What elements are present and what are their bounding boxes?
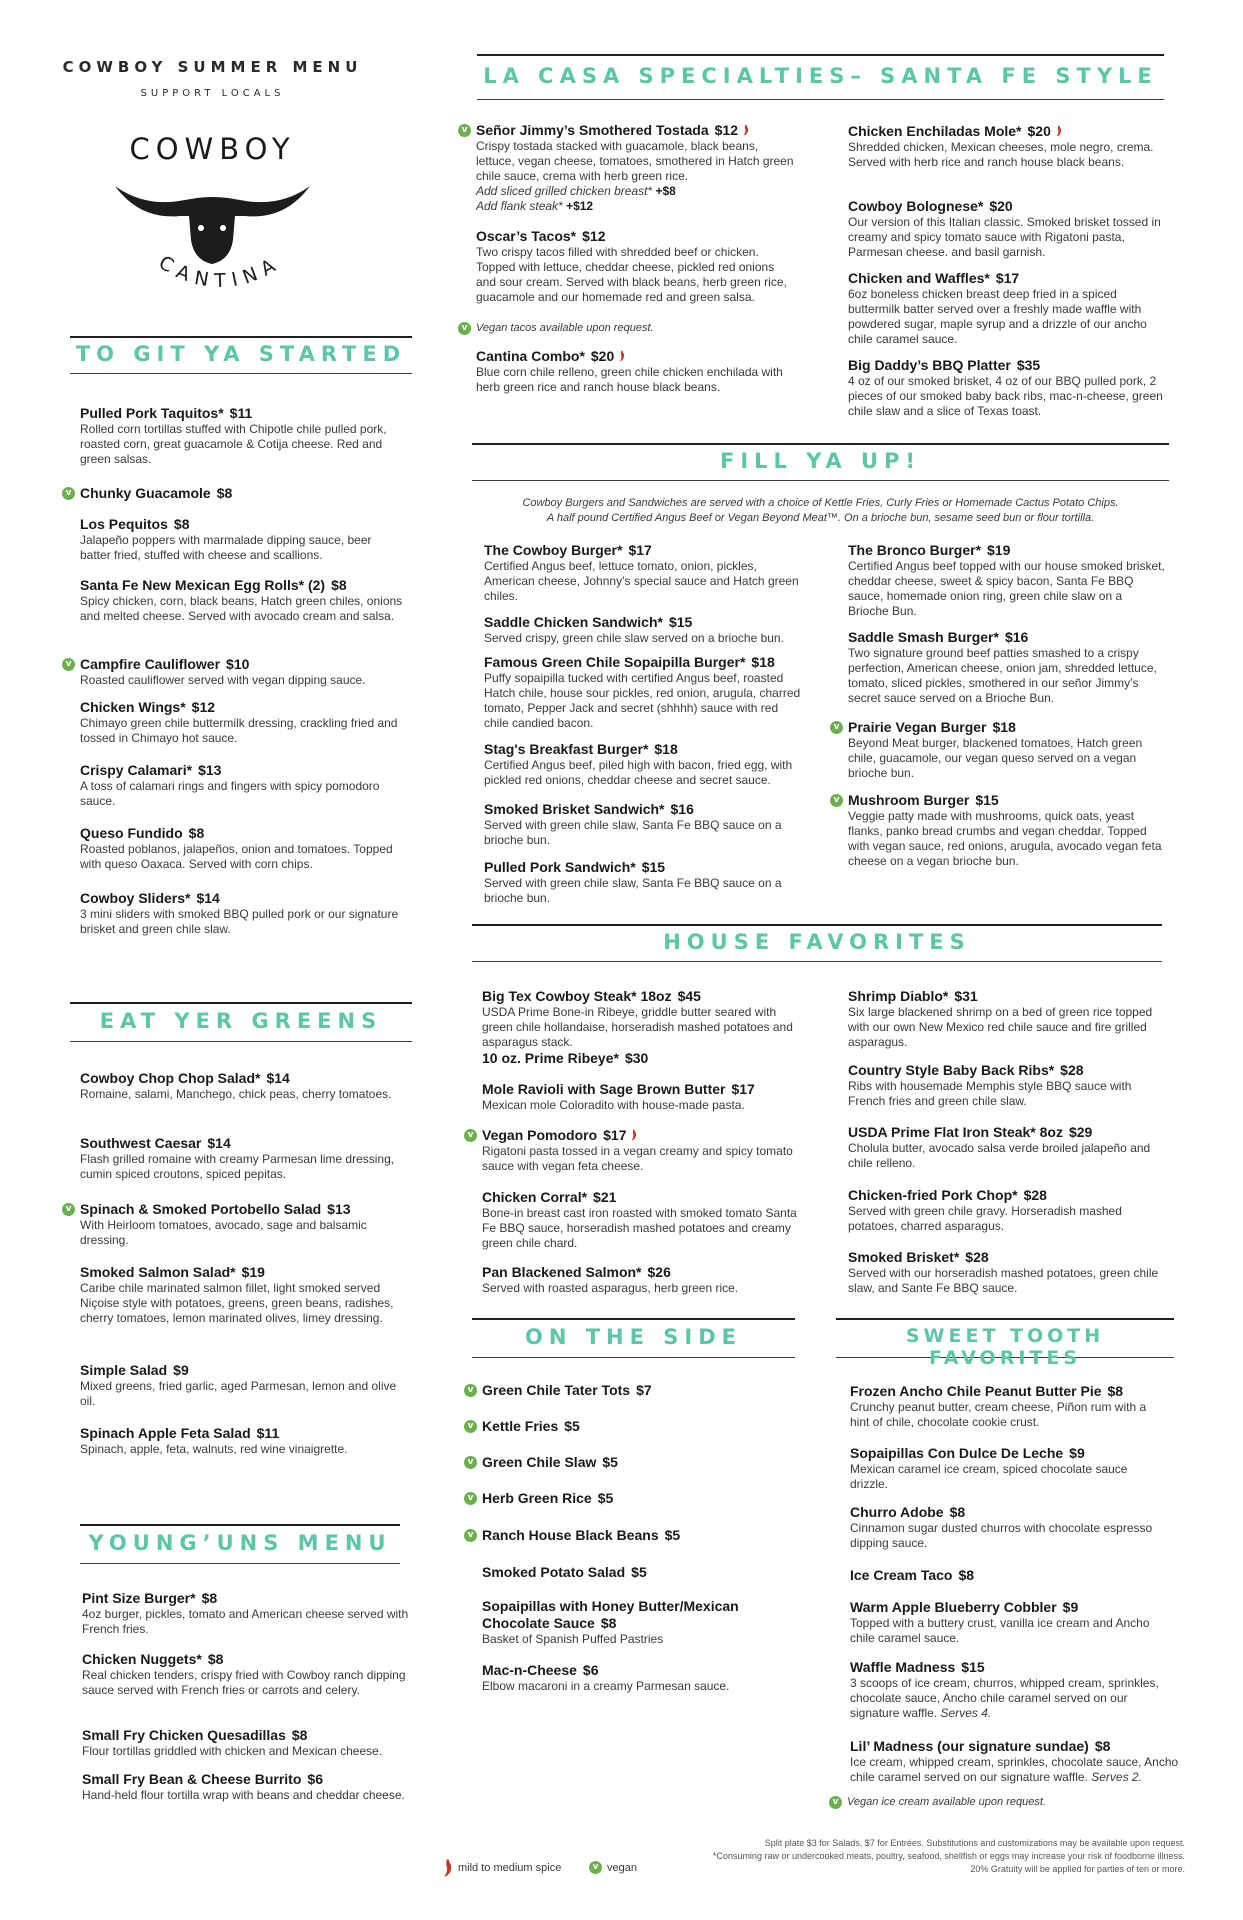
menu-item — [80, 516, 405, 563]
menu-item-desc: Hand-held flour tortilla wrap with beans and cheddar cheese. — [82, 1788, 405, 1802]
section-title: TO GIT YA STARTED — [75, 342, 407, 366]
menu-item-name: Smoked Salmon Salad* $19 — [80, 1264, 265, 1280]
menu-item-desc: Cinnamon sugar dusted churros with chocolate espresso dipping sauce. — [850, 1521, 1153, 1550]
menu-item-desc: Ice cream, whipped cream, sprinkles, chocolate sauce, Ancho chile caramel served on our signature waffle. Serves 2. — [850, 1755, 1179, 1784]
menu-item-name: Simple Salad $9 — [80, 1362, 189, 1378]
menu-item-desc: Bone-in breast cast iron roasted with smoked tomato Santa Fe BBQ sauce, horseradish mashed potatoes and creamy green chile chard. — [482, 1206, 797, 1250]
section-side — [472, 1318, 795, 1358]
menu-item-name: Small Fry Chicken Quesadillas $8 — [82, 1727, 308, 1743]
menu-item-name: Sopaipillas Con Dulce De Leche $9 — [850, 1445, 1085, 1461]
vegan-icon: v — [62, 658, 75, 671]
menu-item-addon: Add flank steak* +$12 — [476, 199, 594, 213]
section-sweet — [836, 1318, 1174, 1369]
menu-item-desc: Beyond Meat burger, blackened tomatoes, Hatch green chile, guacamole, our vegan queso served on a vegan brioche bun. — [848, 736, 1143, 780]
menu-item-name: Ranch House Black Beans $5 — [482, 1527, 681, 1543]
menu-item-name: Chicken Corral* $21 — [482, 1189, 617, 1205]
menu-item — [80, 890, 405, 937]
menu-item — [484, 542, 802, 604]
menu-item-name: Mole Ravioli with Sage Brown Butter $17 — [482, 1081, 755, 1097]
vegan-icon: v — [458, 124, 471, 137]
menu-item — [848, 1187, 1166, 1234]
menu-item-name: Pan Blackened Salmon* $26 — [482, 1264, 671, 1280]
menu-item — [482, 988, 802, 1067]
menu-item — [850, 1504, 1160, 1551]
menu-item-name: Green Chile Tater Tots $7 — [482, 1382, 652, 1398]
menu-item-desc: Mexican caramel ice cream, spiced chocolate sauce drizzle. — [850, 1462, 1128, 1491]
fill-intro-line-2: A half pound Certified Angus Beef or Vegan Beyond Meat™. On a brioche bun, sesame seed bun or flour tortilla. — [546, 512, 1095, 524]
section-house — [472, 924, 1162, 962]
menu-item-name: Famous Green Chile Sopaipilla Burger* $18 — [484, 654, 775, 670]
menu-item-name: Green Chile Slaw $5 — [482, 1454, 618, 1470]
menu-item-desc: Our version of this Italian classic. Smoked brisket tossed in creamy and spicy tomato sauce with Rigatoni pasta, Parmesan cheese. and basil garnish. — [848, 215, 1161, 259]
menu-item-desc: Spicy chicken, corn, black beans, Hatch green chiles, onions and melted cheese. Served with avocado cream and salsa. — [80, 594, 403, 623]
menu-item-desc: Two signature ground beef patties smashed to a crispy perfection, American cheese, onion jam, shredded lettuce, tomato, sliced pickles, smothered in our señor Jimmy’s secret sauce served on a Brioche Bun. — [848, 646, 1157, 705]
tagline: SUPPORT LOCALS — [140, 88, 285, 99]
chile-icon — [1055, 125, 1063, 137]
menu-item — [80, 1264, 405, 1326]
menu-item-name: Big Daddy’s BBQ Platter $35 — [848, 357, 1041, 373]
menu-item — [482, 1127, 802, 1174]
menu-item-desc: Flour tortillas griddled with chicken and Mexican cheese. — [82, 1744, 383, 1758]
menu-item-desc: Crunchy peanut butter, cream cheese, Piñon rum with a hint of chile, chocolate cookie crust. — [850, 1400, 1147, 1429]
menu-item-name: Queso Fundido $8 — [80, 825, 205, 841]
menu-item-name: Oscar’s Tacos* $12 — [476, 228, 606, 244]
menu-item-desc: A toss of calamari rings and fingers with spicy pomodoro sauce. — [80, 779, 380, 808]
menu-item-name: The Bronco Burger* $19 — [848, 542, 1011, 558]
menu-item — [482, 1527, 782, 1544]
menu-item — [482, 1598, 772, 1647]
chile-icon — [630, 1129, 638, 1141]
menu-item — [850, 1659, 1160, 1721]
menu-item-desc: With Heirloom tomatoes, avocado, sage and balsamic dressing. — [80, 1218, 367, 1247]
menu-item-desc: Roasted poblanos, jalapeños, onion and tomatoes. Topped with queso Oaxaca. Served with corn chips. — [80, 842, 393, 871]
menu-item-name: Ice Cream Taco $8 — [850, 1567, 975, 1583]
menu-item-addon: Add sliced grilled chicken breast* +$8 — [476, 184, 676, 198]
menu-item-desc: Served with roasted asparagus, herb green rice. — [482, 1281, 739, 1295]
menu-item-desc: Jalapeño poppers with marmalade dipping sauce, beer batter fried, stuffed with cheese and scallions. — [80, 533, 372, 562]
section-greens — [70, 1002, 412, 1042]
menu-item-name: Country Style Baby Back Ribs* $28 — [848, 1062, 1084, 1078]
menu-item-desc: Served with green chile slaw, Santa Fe BBQ sauce on a brioche bun. — [484, 818, 782, 847]
menu-item — [848, 1249, 1166, 1296]
menu-item-desc: Served with our horseradish mashed potatoes, green chile slaw, and Sante Fe BBQ sauce. — [848, 1266, 1159, 1295]
menu-item-desc: Crispy tostada stacked with guacamole, black beans, lettuce, vegan cheese, tomatoes, smothered in Hatch green chile sauce, crema with herb green rice. — [476, 139, 794, 183]
menu-item-name: Prairie Vegan Burger $18 — [848, 719, 1016, 735]
menu-item — [80, 1425, 405, 1457]
menu-item-desc: USDA Prime Bone-in Ribeye, griddle butter seared with green chile hollandaise, horseradish mashed potatoes and asparagus stack. — [482, 1005, 793, 1049]
menu-item-name: Pint Size Burger* $8 — [82, 1590, 218, 1606]
menu-item — [850, 1599, 1160, 1646]
menu-item — [482, 1564, 782, 1581]
menu-item-name: Chunky Guacamole $8 — [80, 485, 233, 501]
menu-item-desc: Certified Angus beef, lettuce tomato, onion, pickles, American cheese, Johnny’s special sauce and Hatch green chiles. — [484, 559, 799, 603]
menu-item-desc: Mexican mole Coloradito with house-made pasta. — [482, 1098, 745, 1112]
menu-item-name: Pulled Pork Taquitos* $11 — [80, 405, 253, 421]
legend-spice: mild to medium spice — [458, 1862, 562, 1874]
section-title: SWEET TOOTH FAVORITES — [905, 1325, 1105, 1369]
fill-intro-line-1: Cowboy Burgers and Sandwiches are served with a choice of Kettle Fries, Curly Fries or Homemade Cactus Potato Chips. — [522, 497, 1119, 509]
menu-item — [848, 357, 1166, 419]
vegan-icon: v — [464, 1492, 477, 1505]
menu-item-name: Smoked Potato Salad $5 — [482, 1564, 647, 1580]
menu-item — [850, 1567, 1160, 1584]
menu-item-desc: Elbow macaroni in a creamy Parmesan sauce. — [482, 1679, 730, 1693]
footer-line-2: *Consuming raw or undercooked meats, poultry, seafood, shellfish or eggs may increase your risk of foodborne illness. — [712, 1851, 1185, 1861]
menu-item-name: USDA Prime Flat Iron Steak* 8oz $29 — [848, 1124, 1093, 1140]
footer-line-1: Split plate $3 for Salads, $7 for Entrées. Substitutions and customizations may be available upon request. — [764, 1838, 1185, 1848]
menu-item-name: Frozen Ancho Chile Peanut Butter Pie $8 — [850, 1383, 1124, 1399]
menu-item — [850, 1383, 1160, 1430]
vegan-icon: v — [458, 322, 471, 335]
footer-notes — [713, 1837, 1185, 1876]
menu-item — [484, 741, 802, 788]
menu-item-name: Big Tex Cowboy Steak* 18oz $45 — [482, 988, 701, 1004]
menu-item-desc: Spinach, apple, feta, walnuts, red wine vinaigrette. — [80, 1442, 348, 1456]
menu-item-name: Small Fry Bean & Cheese Burrito $6 — [82, 1771, 323, 1787]
menu-item-desc: Ribs with housemade Memphis style BBQ sauce with French fries and green chile slaw. — [848, 1079, 1132, 1108]
menu-item — [482, 1662, 782, 1694]
menu-item-desc: Roasted cauliflower served with vegan dipping sauce. — [80, 673, 366, 687]
section-fill — [472, 443, 1169, 481]
menu-item-desc: Shredded chicken, Mexican cheeses, mole negro, crema. Served with herb rice and ranch house black beans. — [848, 140, 1154, 169]
menu-item — [82, 1771, 410, 1803]
menu-item-name: Warm Apple Blueberry Cobbler $9 — [850, 1599, 1079, 1615]
menu-item-desc: Flash grilled romaine with creamy Parmesan lime dressing, cumin spiced croutons, spiced pepitas. — [80, 1152, 395, 1181]
menu-item-desc: Served crispy, green chile slaw served on a brioche bun. — [484, 631, 784, 645]
menu-item — [482, 1382, 782, 1399]
menu-item-sub: 10 oz. Prime Ribeye* $30 — [482, 1050, 649, 1066]
menu-item — [80, 577, 405, 624]
menu-item-name: Chicken-fried Pork Chop* $28 — [848, 1187, 1047, 1203]
section-lacasa — [477, 54, 1164, 100]
menu-item-desc: Certified Angus beef topped with our house smoked brisket, cheddar cheese, sweet & spicy bacon, Santa Fe BBQ sauce, homemade onion ring, green chile slaw on a Brioche Bun. — [848, 559, 1165, 618]
section-title: FILL YA UP! — [719, 449, 921, 473]
section-started — [70, 336, 412, 374]
chile-icon — [442, 1858, 454, 1878]
menu-item-name: Campfire Cauliflower $10 — [80, 656, 250, 672]
menu-item-name: Lil’ Madness (our signature sundae) $8 — [850, 1738, 1111, 1754]
menu-item-desc: Certified Angus beef, piled high with bacon, fried egg, with pickled red onions, cheddar cheese and secret sauce. — [484, 758, 793, 787]
section-title: ON THE SIDE — [524, 1325, 742, 1349]
svg-text:CANTINA: CANTINA — [154, 251, 286, 293]
menu-item-desc: Served with green chile slaw, Santa Fe BBQ sauce on a brioche bun. — [484, 876, 782, 905]
menu-item — [848, 123, 1166, 170]
menu-item-name: Shrimp Diablo* $31 — [848, 988, 978, 1004]
menu-item-desc: Served with green chile gravy. Horseradish mashed potatoes, charred asparagus. — [848, 1204, 1122, 1233]
menu-item-name: Vegan Pomodoro $17 — [482, 1127, 802, 1144]
menu-item-name: Cowboy Chop Chop Salad* $14 — [80, 1070, 290, 1086]
chile-icon — [742, 124, 750, 136]
menu-item — [484, 614, 802, 646]
menu-item — [850, 1738, 1205, 1785]
vegan-icon: v — [464, 1420, 477, 1433]
menu-item — [482, 1454, 782, 1471]
menu-item-name: Mac-n-Cheese $6 — [482, 1662, 599, 1678]
menu-item — [80, 699, 405, 746]
menu-item-name: Herb Green Rice $5 — [482, 1490, 614, 1506]
menu-item — [476, 348, 796, 395]
legend-vegan: vegan — [607, 1862, 637, 1874]
menu-item — [848, 1124, 1166, 1171]
fill-intro — [472, 496, 1169, 526]
menu-item-desc: Two crispy tacos filled with shredded beef or chicken. Topped with lettuce, cheddar cheese, pickled red onions and sour cream. Served with black beans, herb green rice, guacamole and our homemade red and green salsa. — [476, 245, 787, 304]
logo-top-text: COWBOY — [129, 132, 296, 166]
menu-item-name: Mushroom Burger $15 — [848, 792, 999, 808]
menu-item — [476, 122, 796, 214]
vegan-icon: v — [464, 1456, 477, 1469]
menu-item — [484, 801, 802, 848]
vegan-icon: v — [589, 1861, 602, 1874]
menu-item-name: Cowboy Bolognese* $20 — [848, 198, 1013, 214]
menu-item-desc: 4 oz of our smoked brisket, 4 oz of our BBQ pulled pork, 2 pieces of our smoked baby back ribs, mac-n-cheese, green chile slaw and a slice of Texas toast. — [848, 374, 1163, 418]
section-younguns — [80, 1524, 400, 1564]
vegan-icon: v — [464, 1129, 477, 1142]
vegan-icon: v — [829, 1796, 842, 1809]
menu-item — [482, 1490, 782, 1507]
menu-item — [80, 1362, 405, 1409]
menu-item-desc: Puffy sopaipilla tucked with certified Angus beef, roasted Hatch chile, house sour pickles, red onion, arugula, charred tomato, Pepper Jack and secret (shhhh) sauce with red chile candied bacon. — [484, 671, 801, 730]
menu-item — [848, 1062, 1166, 1109]
menu-item — [80, 656, 405, 688]
menu-item — [82, 1651, 410, 1698]
menu-item — [848, 719, 1166, 781]
menu-item-name: Cowboy Sliders* $14 — [80, 890, 220, 906]
menu-item-desc: Six large blackened shrimp on a bed of green rice topped with our own New Mexico red chile sauce and fire grilled asparagus. — [848, 1005, 1153, 1049]
menu-item — [484, 859, 802, 906]
menu-item-desc: 6oz boneless chicken breast deep fried in a spiced buttermilk batter served over a freshly made waffle with powdered sugar, maple syrup and a drizzle of our ancho chile caramel sauce. — [848, 287, 1147, 346]
menu-item — [848, 988, 1166, 1050]
menu-item-desc: Topped with a buttery crust, vanilla ice cream and Ancho chile caramel sauce. — [850, 1616, 1150, 1645]
vegan-icon: v — [464, 1384, 477, 1397]
menu-item-name: Stag's Breakfast Burger* $18 — [484, 741, 678, 757]
menu-item-name: Waffle Madness $15 — [850, 1659, 985, 1675]
menu-item — [848, 629, 1166, 706]
menu-item-name: Crispy Calamari* $13 — [80, 762, 222, 778]
menu-item-name: Smoked Brisket* $28 — [848, 1249, 989, 1265]
menu-item — [850, 1445, 1160, 1492]
menu-item-name: Saddle Smash Burger* $16 — [848, 629, 1029, 645]
footer-line-3: 20% Gratuity will be applied for parties of ten or more. — [970, 1864, 1185, 1874]
section-title: EAT YER GREENS — [99, 1009, 383, 1033]
menu-item-desc: Chimayo green chile buttermilk dressing, crackling fried and tossed in Chimayo hot sauce. — [80, 716, 398, 745]
menu-item — [80, 762, 405, 809]
menu-item-name: The Cowboy Burger* $17 — [484, 542, 652, 558]
menu-item-name: Señor Jimmy’s Smothered Tostada $12 — [476, 122, 796, 139]
vegan-icon: v — [464, 1529, 477, 1542]
menu-item-name: Smoked Brisket Sandwich* $16 — [484, 801, 694, 817]
menu-item — [484, 654, 802, 731]
vegan-icon: v — [62, 487, 75, 500]
menu-item-note: Vegan tacos available upon request. — [476, 322, 654, 334]
menu-item-desc: 3 mini sliders with smoked BBQ pulled pork or our signature brisket and green chile slaw. — [80, 907, 399, 936]
menu-item-name: Cantina Combo* $20 — [476, 348, 796, 365]
menu-item-name: Sopaipillas with Honey Butter/Mexican Chocolate Sauce $8 — [482, 1598, 739, 1631]
menu-item — [80, 405, 405, 467]
logo-bottom-text — [140, 250, 300, 310]
menu-item — [80, 485, 405, 502]
menu-item — [848, 198, 1166, 260]
menu-item-name: Southwest Caesar $14 — [80, 1135, 231, 1151]
menu-item-desc: Blue corn chile relleno, green chile chicken enchilada with herb green rice and ranch house black beans. — [476, 365, 783, 394]
vegan-icon: v — [62, 1203, 75, 1216]
menu-item-desc: Romaine, salami, Manchego, chick peas, cherry tomatoes. — [80, 1087, 392, 1101]
menu-item-desc: 4oz burger, pickles, tomato and American cheese served with French fries. — [82, 1607, 409, 1636]
vegan-icon: v — [830, 721, 843, 734]
menu-item — [848, 792, 1166, 869]
vegan-icon: v — [830, 794, 843, 807]
menu-item-name: Chicken Nuggets* $8 — [82, 1651, 224, 1667]
section-title: HOUSE FAVORITES — [663, 930, 971, 954]
menu-item — [80, 1070, 405, 1102]
menu-item — [482, 1189, 802, 1251]
menu-item — [82, 1590, 410, 1637]
menu-item-desc: Veggie patty made with mushrooms, quick oats, yeast flanks, panko bread crumbs and vegan cheddar. Topped with vegan sauce, red onions, arugula, avocado vegan feta cheese on a vegan brioche bun. — [848, 809, 1162, 868]
menu-item — [848, 270, 1166, 347]
menu-item — [482, 1418, 782, 1435]
menu-item-desc: Basket of Spanish Puffed Pastries — [482, 1632, 664, 1646]
menu-item — [82, 1727, 410, 1759]
menu-item-name: Spinach & Smoked Portobello Salad $13 — [80, 1201, 351, 1217]
menu-item — [482, 1081, 802, 1113]
menu-item-name: Chicken Wings* $12 — [80, 699, 216, 715]
chile-icon — [618, 350, 626, 362]
menu-item-name: Kettle Fries $5 — [482, 1418, 580, 1434]
section-title: LA CASA SPECIALTIES– SANTA FE STYLE — [483, 64, 1158, 88]
menu-item-desc: Cholula butter, avocado salsa verde broiled jalapeño and chile relleno. — [848, 1141, 1151, 1170]
menu-item-name: Saddle Chicken Sandwich* $15 — [484, 614, 693, 630]
menu-item-desc: Rigatoni pasta tossed in a vegan creamy and spicy tomato sauce with vegan feta cheese. — [482, 1144, 793, 1173]
section-title: YOUNG’UNS MENU — [88, 1531, 392, 1555]
menu-item — [80, 1201, 405, 1248]
menu-item-name: Spinach Apple Feta Salad $11 — [80, 1425, 280, 1441]
menu-item-desc: Mixed greens, fried garlic, aged Parmesan, lemon and olive oil. — [80, 1379, 397, 1408]
menu-item-desc: 3 scoops of ice cream, churros, whipped cream, sprinkles, chocolate sauce, Ancho chile caramel served on our signature waffle. Serves 4. — [850, 1676, 1159, 1720]
menu-item-desc: Caribe chile marinated salmon fillet, light smoked served Niçoise style with potatoes, greens, green beans, radishes, cherry tomatoes, lemon marinated olives, limey dressing. — [80, 1281, 394, 1325]
menu-item — [80, 825, 405, 872]
menu-item-name: Los Pequitos $8 — [80, 516, 190, 532]
menu-item-name: Chicken and Waffles* $17 — [848, 270, 1020, 286]
menu-title: COWBOY SUMMER MENU — [62, 58, 363, 76]
menu-item — [482, 1264, 802, 1296]
menu-item-desc: Real chicken tenders, crispy fried with Cowboy ranch dipping sauce served with French fries or carrots and celery. — [82, 1668, 406, 1697]
menu-item — [80, 1135, 405, 1182]
menu-item-desc: Rolled corn tortillas stuffed with Chipotle chile pulled pork, roasted corn, great guacamole & Cotija cheese. Red and green salsas. — [80, 422, 387, 466]
sweet-vegan-note: Vegan ice cream available upon request. — [847, 1796, 1046, 1808]
menu-item-name: Chicken Enchiladas Mole* $20 — [848, 123, 1166, 140]
menu-item — [848, 542, 1166, 619]
menu-item — [476, 228, 796, 305]
menu-item-name: Santa Fe New Mexican Egg Rolls* (2) $8 — [80, 577, 347, 593]
menu-item-name: Churro Adobe $8 — [850, 1504, 966, 1520]
menu-item-name: Pulled Pork Sandwich* $15 — [484, 859, 666, 875]
